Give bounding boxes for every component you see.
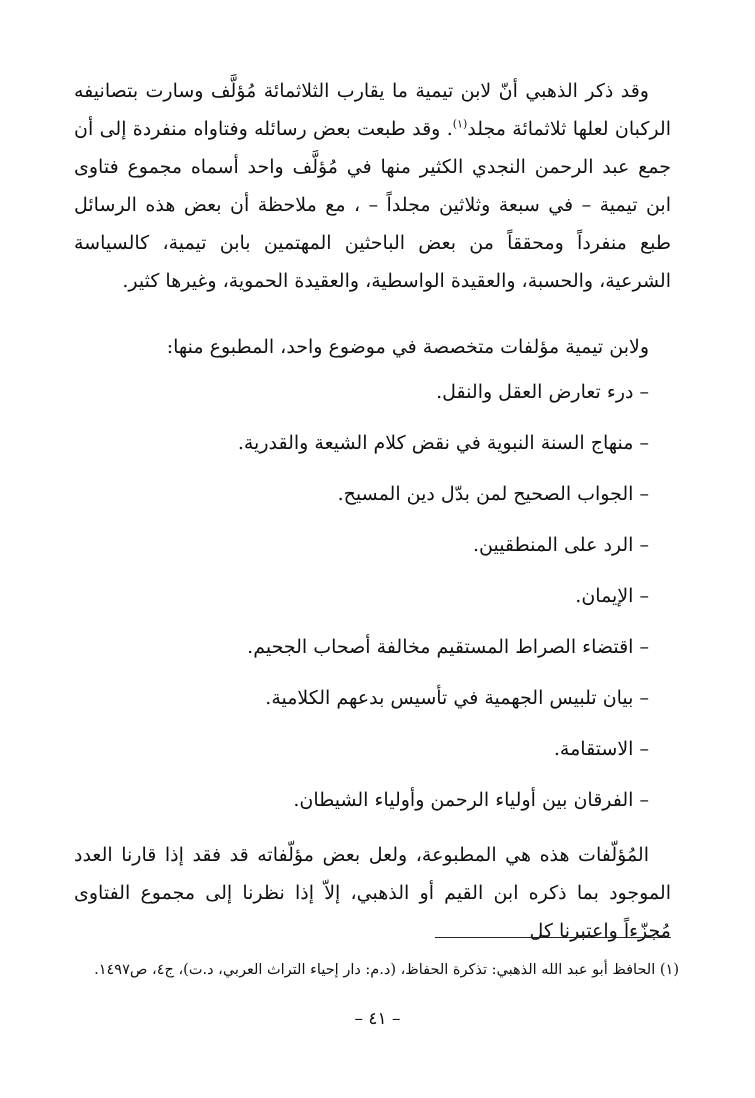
paragraph-1-text-start: وقد ذكر الذهبي أنّ لابن تيمية ما يقارب الثلاثمائة مُؤلَّف وسارت بتصانيفه الركبان لعلها ثلاثمائة مجلد: [74, 80, 671, 140]
footnote-divider: [435, 937, 671, 938]
list-item: – الإيمان.: [575, 585, 649, 607]
footnote: (١) الحافظ أبو عبد الله الذهبي: تذكرة الحفاظ، (د.م: دار إحياء التراث العربي، د.ت)، ج٤، ص١٤٩٧.: [94, 962, 679, 978]
list-item: – بيان تلبيس الجهمية في تأسيس بدعهم الكلامية.: [265, 687, 649, 709]
paragraph-specialized-works-intro: ولابن تيمية مؤلفات متخصصة في موضوع واحد، المطبوع منها:: [166, 336, 649, 358]
list-item: – الفرقان بين أولياء الرحمن وأولياء الشيطان.: [293, 789, 649, 811]
paragraph-ibn-taymiyya-works-count: [74, 72, 671, 300]
list-item: – الجواب الصحيح لمن بدّل دين المسيح.: [337, 483, 649, 505]
list-item: – اقتضاء الصراط المستقيم مخالفة أصحاب الجحيم.: [247, 636, 649, 658]
list-item: – منهاج السنة النبوية في نقض كلام الشيعة والقدرية.: [237, 432, 649, 454]
printed-works-list: [89, 373, 649, 832]
footnote-reference-marker[interactable]: (١): [452, 117, 468, 131]
list-item: – الاستقامة.: [553, 738, 649, 760]
paragraph-1-text-end: . وقد طبعت بعض رسائله وفتاواه منفردة إلى أن جمع عبد الرحمن النجدي الكثير منها في مُؤلَّف واحد أسماه مجموع فتاوى ابن تيمية – في سبعة وثلاثين مجلداً – ، مع ملاحظة أن بعض هذه الرسائل طبع منفرداً ومحققاً من بعض الباحثين المهتمين بابن تيمية، كالسياسة الشرعية، والحسبة، والعقيدة الواسطية، والعقيدة الحموية، وغيرها كثير.: [74, 118, 671, 292]
page-number: – ٤١ –: [354, 1009, 401, 1029]
list-item: – الرد على المنطقيين.: [472, 534, 649, 556]
list-item: – درء تعارض العقل والنقل.: [436, 381, 649, 403]
paragraph-printed-works-conclusion: المُؤلّفات هذه هي المطبوعة، ولعل بعض مؤلّفاته قد فقد إذا قارنا العدد الموجود بما ذكره ابن القيم أو الذهبي، إلاّ إذا نظرنا إلى مجموع الفتاوى مُجزّءاً واعتبرنا كل: [74, 844, 671, 942]
